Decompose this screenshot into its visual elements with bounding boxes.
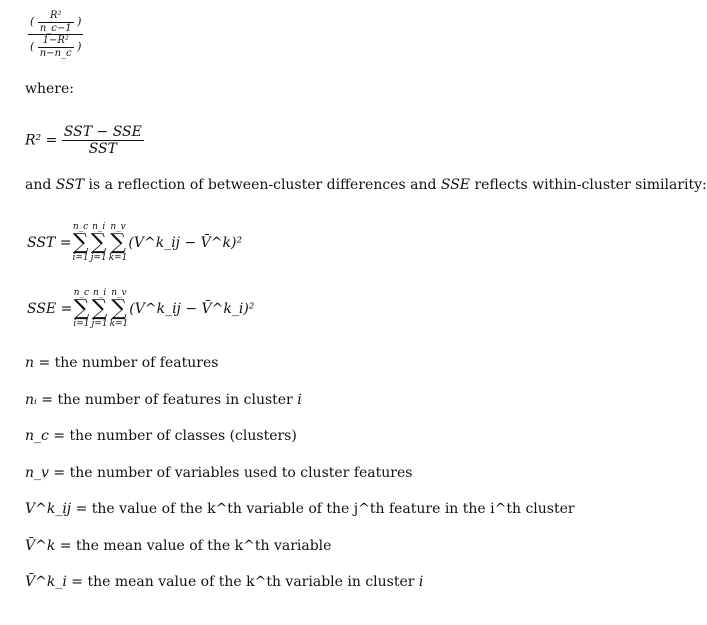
paren-close: ) bbox=[77, 15, 82, 28]
outer-fraction bbox=[28, 10, 83, 59]
sigma-icon: ∑ bbox=[110, 230, 126, 255]
r2-numerator: SST − SSE bbox=[63, 124, 142, 140]
inner-num-top: R² bbox=[38, 10, 74, 23]
sum-upper: n_v bbox=[110, 222, 126, 232]
sigma-icon: ∑ bbox=[91, 296, 108, 321]
sse-body: (V^k_ij − V̄^k_i)² bbox=[129, 301, 255, 317]
sum-j bbox=[92, 288, 108, 330]
sum-upper: n_c bbox=[73, 288, 90, 298]
sum-i bbox=[73, 288, 89, 330]
where-label: where: bbox=[25, 81, 74, 97]
sum-lower: j=1 bbox=[90, 253, 107, 263]
def-text: = the mean value of the k^th variable in cluster bbox=[66, 574, 419, 590]
def-symbol: nᵢ bbox=[25, 392, 37, 408]
sum-upper: n_v bbox=[111, 288, 127, 298]
paren-open: ( bbox=[30, 15, 35, 28]
sum-lower: i=1 bbox=[72, 253, 89, 263]
sum-lower: k=1 bbox=[109, 319, 129, 329]
def-tail: i bbox=[418, 574, 424, 590]
sigma-icon: ∑ bbox=[111, 296, 127, 321]
sum-i bbox=[72, 222, 88, 264]
desc-sse: SSE bbox=[440, 177, 471, 193]
sum-lower: i=1 bbox=[73, 319, 90, 329]
def-tail: i bbox=[297, 392, 302, 408]
def-symbol: V̄^k_i bbox=[25, 574, 67, 590]
inner-den-top: n_c−1 bbox=[39, 22, 72, 34]
sse-lhs: SSE = bbox=[27, 301, 73, 317]
inner-fraction-top bbox=[38, 10, 74, 34]
def-symbol: V̄^k bbox=[25, 538, 56, 554]
sst-lhs: SST = bbox=[27, 235, 72, 251]
def-vk-mean bbox=[25, 538, 331, 554]
sum-k bbox=[110, 288, 129, 330]
r2-equation bbox=[25, 124, 144, 157]
inner-den-bottom: n−n_c bbox=[39, 47, 72, 59]
def-text: = the number of variables used to cluster features bbox=[48, 465, 413, 481]
desc-part-3: reflects within-cluster similarity: bbox=[470, 177, 707, 193]
r2-lhs: R² = bbox=[25, 132, 58, 149]
description-line bbox=[25, 177, 707, 193]
inner-num-bottom: 1−R² bbox=[38, 35, 74, 48]
def-vkij bbox=[25, 501, 575, 517]
def-ni bbox=[25, 392, 302, 408]
sum-j bbox=[91, 222, 107, 264]
def-n bbox=[25, 355, 218, 371]
inner-fraction-bottom bbox=[38, 35, 74, 59]
def-nc bbox=[25, 428, 297, 444]
desc-sst: SST bbox=[55, 177, 85, 193]
def-symbol: n bbox=[25, 355, 35, 371]
top-formula bbox=[28, 10, 83, 59]
sum-upper: n_i bbox=[92, 288, 107, 298]
sigma-icon: ∑ bbox=[73, 296, 90, 321]
def-text: = the number of features in cluster bbox=[36, 392, 298, 408]
sst-body: (V^k_ij − V̄^k)² bbox=[128, 235, 243, 251]
def-symbol: V^k_ij bbox=[25, 501, 72, 517]
paren-close-2: ) bbox=[77, 40, 82, 53]
def-text: = the value of the k^th variable of the j^th feature in the i^th cluster bbox=[71, 501, 575, 517]
r2-fraction bbox=[62, 124, 144, 157]
def-text: = the number of classes (clusters) bbox=[48, 428, 297, 444]
sum-lower: k=1 bbox=[108, 253, 128, 263]
desc-part-1: and bbox=[25, 177, 56, 193]
sum-upper: n_c bbox=[72, 222, 89, 232]
def-symbol: n_c bbox=[25, 428, 49, 444]
sum-k bbox=[109, 222, 128, 264]
def-vki-mean bbox=[25, 574, 423, 590]
sse-equation bbox=[27, 288, 254, 330]
sigma-icon: ∑ bbox=[90, 230, 107, 255]
r2-denominator: SST bbox=[88, 141, 117, 158]
sst-equation bbox=[27, 222, 242, 264]
sum-lower: j=1 bbox=[91, 319, 108, 329]
def-text: = the mean value of the k^th variable bbox=[55, 538, 332, 554]
paren-open-2: ( bbox=[30, 40, 35, 53]
def-nv bbox=[25, 465, 412, 481]
sum-upper: n_i bbox=[92, 222, 106, 232]
desc-part-2: is a reflection of between-cluster differences and bbox=[84, 177, 441, 193]
def-text: = the number of features bbox=[34, 355, 219, 371]
def-symbol: n_v bbox=[25, 465, 49, 481]
sigma-icon: ∑ bbox=[72, 230, 89, 255]
